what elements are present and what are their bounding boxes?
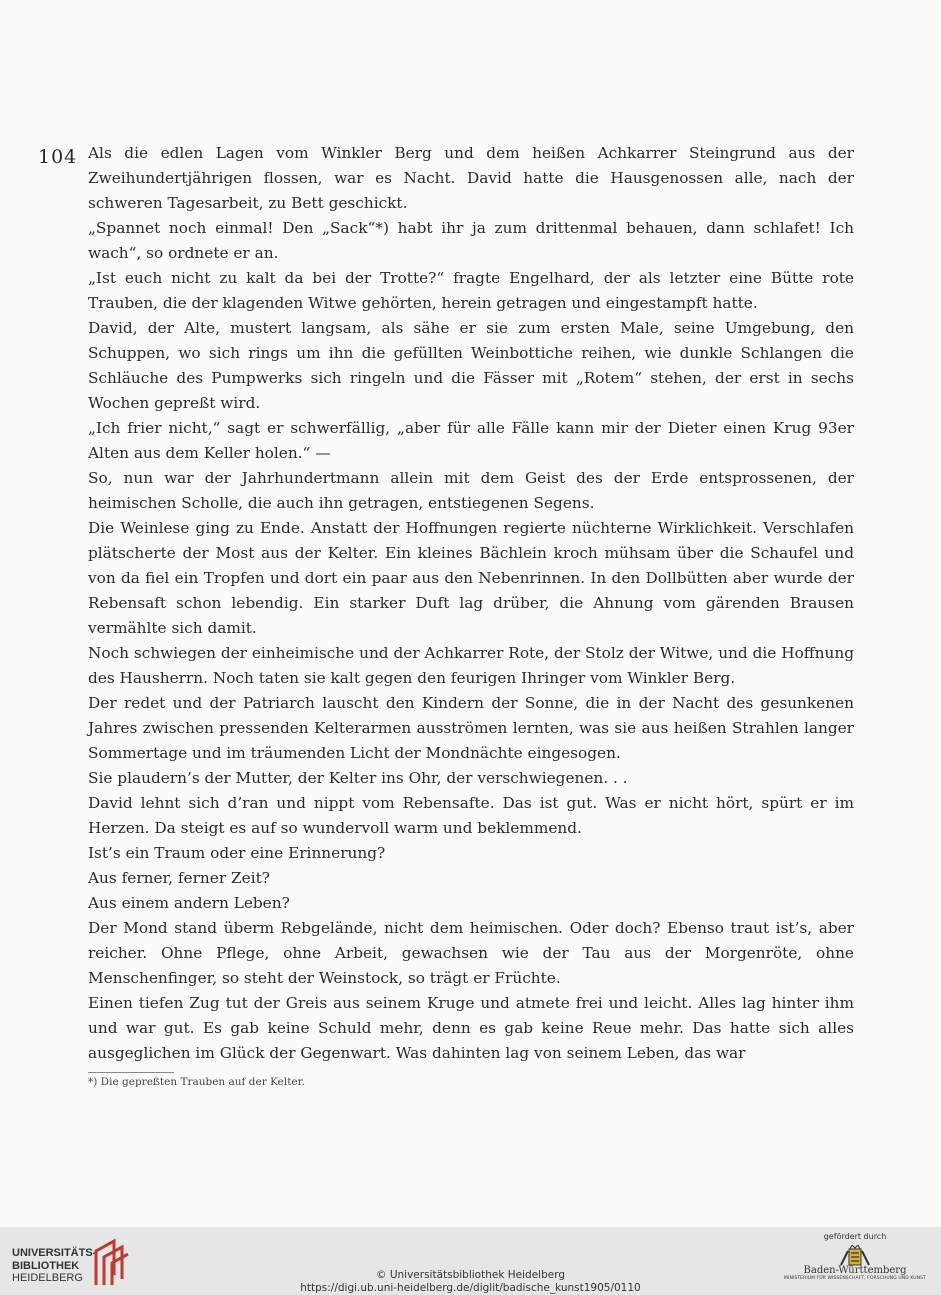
paragraph: Der redet und der Patriarch lauscht den Kindern der Sonne, die in der Nacht des gesunkenen Jahres zwischen pressenden Kelterarmen ausströmen lernten, was sie aus heißen Strahlen langer Sommertage und im träumenden Licht der Mondnächte eingesogen. — [88, 694, 854, 762]
library-name-line1: UNIVERSITÄTS- — [12, 1247, 97, 1259]
source-url[interactable]: https://digi.ub.uni-heidelberg.de/diglit/badische_kunst1905/0110 — [300, 1281, 641, 1294]
paragraph: Die Weinlese ging zu Ende. Anstatt der Hoffnungen regierte nüchterne Wirklichkeit. Verschlafen plätscherte der Most aus der Kelter. Ein kleines Bächlein kroch mühsam über die Schaufel und von da fiel ein Tropfen und dort ein paar aus den Nebenrinnen. In den Dollbütten aber wurde der Rebensaft schon lebendig. Ein starker Duft lag drüber, die Ahnung vom gärenden Brausen vermählte sich damit. — [88, 519, 854, 637]
paragraph: Als die edlen Lagen vom Winkler Berg und dem heißen Achkarrer Steingrund aus der Zweihundertjährigen flossen, war es Nacht. David hatte die Hausgenossen alle, nach der schweren Tagesarbeit, zu Bett geschickt. — [88, 144, 854, 212]
copyright-text: © Universitätsbibliothek Heidelberg — [375, 1269, 565, 1281]
body-text — [88, 141, 854, 1066]
coat-of-arms-icon — [839, 1245, 871, 1269]
state-name: Baden-Württemberg — [803, 1265, 907, 1276]
paragraph: „Spannet noch einmal! Den „Sack“*) habt ihr ja zum drittenmal behauen, dann schlafet! Ich wach“, so ordnete er an. — [88, 219, 854, 262]
library-name-line3: HEIDELBERG — [12, 1272, 83, 1284]
footnote-divider — [88, 1072, 174, 1073]
footnote: *) Die gepreßten Trauben auf der Kelter. — [88, 1076, 305, 1088]
paragraph: David lehnt sich d’ran und nippt vom Rebensafte. Das ist gut. Was er nicht hört, spürt er im Herzen. Da steigt es auf so wundervoll warm und beklemmend. — [88, 794, 854, 837]
funding-logo — [780, 1232, 930, 1281]
paragraph: Der Mond stand überm Rebgelände, nicht dem heimischen. Oder doch? Ebenso traut ist’s, aber reicher. Ohne Pflege, ohne Arbeit, gewachsen wie der Tau aus der Morgenröte, ohne Menschenfinger, so steht der Weinstock, so trägt er Früchte. — [88, 919, 854, 987]
paragraph: So, nun war der Jahrhundertmann allein mit dem Geist des der Erde entsprossenen, der heimischen Scholle, die auch ihn getragen, entstiegenen Segens. — [88, 469, 854, 512]
paragraph: Aus einem andern Leben? — [88, 894, 290, 912]
paragraph: Aus ferner, ferner Zeit? — [88, 869, 270, 887]
paragraph: Sie plaudern’s der Mutter, der Kelter ins Ohr, der verschwiegenen. . . — [88, 769, 628, 787]
library-name-line2: BIBLIOTHEK — [12, 1259, 80, 1272]
page-number: 104 — [38, 146, 78, 168]
paragraph: „Ist euch nicht zu kalt da bei der Trotte?“ fragte Engelhard, der als letzter eine Bütte rote Trauben, die der klagenden Witwe gehörten, herein getragen und eingestampft hatte. — [88, 269, 854, 312]
paragraph: „Ich frier nicht,“ sagt er schwerfällig, „aber für alle Fälle kann mir der Dieter einen Krug 93er Alten aus dem Keller holen.“ — — [88, 419, 854, 462]
funded-by-label: gefördert durch — [823, 1232, 887, 1241]
paragraph: David, der Alte, mustert langsam, als sähe er sie zum ersten Male, seine Umgebung, den Schuppen, wo sich rings um ihn die gefüllten Weinbottiche reihen, wie dunkle Schlangen die Schläuche des Pumpwerks sich ringeln und die Fässer mit „Rotem“ stehen, der erst in sechs Wochen gepreßt wird. — [88, 319, 854, 412]
paragraph: Einen tiefen Zug tut der Greis aus seinem Kruge und atmete frei und leicht. Alles lag hinter ihm und war gut. Es gab keine Schuld mehr, denn es gab keine Reue mehr. Das hatte sich alles ausgeglichen im Glück der Gegenwart. Was dahinten lag von seinem Leben, das war — [88, 994, 854, 1062]
paragraph: Noch schwiegen der einheimische und der Achkarrer Rote, der Stolz der Witwe, und die Hoffnung des Hausherrn. Noch taten sie kalt gegen den feurigen Ihringer vom Winkler Berg. — [88, 644, 854, 687]
ministry-name: MINISTERIUM FÜR WISSENSCHAFT, FORSCHUNG UND KUNST — [784, 1276, 926, 1281]
footer-bar — [0, 1227, 941, 1295]
paragraph: Ist’s ein Traum oder eine Erinnerung? — [88, 844, 386, 862]
